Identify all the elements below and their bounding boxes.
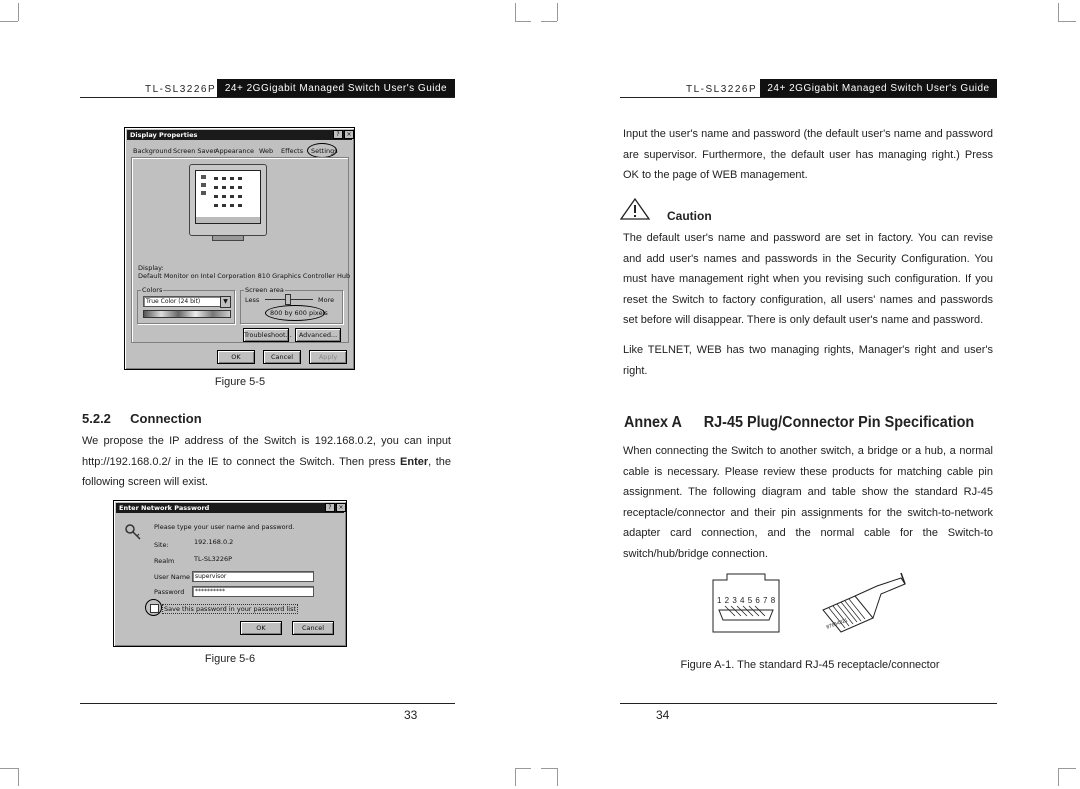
password-prompt: Please type your user name and password. <box>154 523 295 531</box>
crop-mark <box>557 768 558 786</box>
rj45-diagram <box>705 570 915 640</box>
header-model: TL-SL3226P <box>686 84 758 95</box>
more-label: More <box>318 296 335 304</box>
help-button[interactable]: ? <box>333 130 343 139</box>
connection-text-start: We propose the IP address of the Switch is 192.168.0.2, you can input http://192.168.0.2/ in the IE to connect the Switch. Then press <box>82 435 451 468</box>
realm-value: TL-SL3226P <box>194 555 233 563</box>
telnet-paragraph: Like TELNET, WEB has two managing rights, Manager's right and user's right. <box>623 344 993 377</box>
cancel-button[interactable]: Cancel <box>263 350 301 364</box>
monitor-screen <box>195 170 261 224</box>
login-instructions: Input the user's name and password (the default user's name and password are supervisor. Furthermore, the default user has managing right.) Press OK to the page of WEB management. <box>623 128 993 181</box>
receptacle-pin-numbers: 1 2 3 4 5 6 7 8 <box>717 596 776 605</box>
crop-mark <box>0 768 18 769</box>
warning-icon <box>620 198 650 220</box>
display-label: Display: <box>138 264 164 272</box>
save-password-label: Save this password in your password list <box>164 605 297 613</box>
section-title: Connection <box>130 411 202 426</box>
tab-screen-saver[interactable]: Screen Saver <box>173 147 217 155</box>
annex-label: Annex A <box>624 414 682 431</box>
annex-heading <box>624 414 974 432</box>
footer-rule <box>620 703 997 704</box>
cancel-button[interactable]: Cancel <box>292 621 334 635</box>
header-rule <box>80 97 455 98</box>
colors-select-value: True Color (24 bit) <box>146 298 201 305</box>
crop-mark <box>1058 768 1076 769</box>
site-label: Site: <box>154 541 169 549</box>
plug-pin-numbers: 87654321 <box>825 617 849 631</box>
crop-mark <box>541 768 557 769</box>
settings-tab-highlight <box>307 143 337 158</box>
crop-mark <box>541 21 557 22</box>
connection-text-end: , the following screen will exist. <box>82 455 451 488</box>
close-button[interactable]: × <box>344 130 354 139</box>
annex-paragraph: When connecting the Switch to another switch, a bridge or a hub, a normal cable is necessary. Please review these products for matching cable pin assignment. The following diagram and table show the standard RJ-45 receptacle/connector and their pin assignments for the switch-to-network adapter card connection, and the normal cable for the Switch-to switch/hub/bridge connection. <box>623 445 993 560</box>
crop-mark <box>1058 21 1076 22</box>
caution-title: Caution <box>667 209 712 223</box>
figure-5-6-caption: Figure 5-6 <box>204 653 256 665</box>
crop-mark <box>515 3 516 21</box>
close-button[interactable]: × <box>336 503 346 512</box>
tab-appearance[interactable]: Appearance <box>215 147 255 155</box>
page-number: 33 <box>404 708 418 722</box>
tab-web[interactable]: Web <box>259 147 274 155</box>
figure-a-1-caption: Figure A-1. The standard RJ-45 receptacle/connector <box>680 659 940 671</box>
enter-key-text: Enter <box>400 455 429 468</box>
resolution-highlight <box>265 305 325 321</box>
crop-mark <box>515 768 516 786</box>
resolution-slider-thumb[interactable] <box>285 294 291 305</box>
page-number: 34 <box>656 708 670 722</box>
header-guide-title: 24+ 2GGigabit Managed Switch User's Guide <box>217 79 455 97</box>
crop-mark <box>515 768 531 769</box>
section-number: 5.2.2 <box>82 411 111 426</box>
desktop-preview-icons <box>196 171 260 223</box>
key-icon <box>124 523 142 541</box>
header-model: TL-SL3226P <box>145 84 217 95</box>
network-password-dialog <box>113 500 347 647</box>
monitor-stand <box>212 235 244 241</box>
screen-area-label: Screen area <box>245 286 284 294</box>
monitor-icon <box>189 164 267 236</box>
crop-mark <box>18 3 19 21</box>
checkbox-highlight <box>145 599 162 616</box>
connection-paragraph <box>82 431 451 493</box>
crop-mark <box>18 768 19 786</box>
annex-title: RJ-45 Plug/Connector Pin Specification <box>703 414 975 431</box>
site-value: 192.168.0.2 <box>194 538 234 546</box>
dialog-title: Display Properties <box>127 130 352 140</box>
crop-mark <box>0 21 18 22</box>
apply-button[interactable]: Apply <box>309 350 347 364</box>
password-label: Password <box>154 588 185 596</box>
header-rule <box>620 97 997 98</box>
ok-button[interactable]: OK <box>240 621 282 635</box>
realm-label: Realm <box>154 557 175 565</box>
crop-mark <box>515 21 531 22</box>
colors-label: Colors <box>142 286 163 294</box>
caution-text: The default user's name and password are set in factory. You can revise and add user's names and passwords in the Security Configuration. You must have management right when you revising such configuration. If you reset the Switch to factory configuration, all users' names and passwords set before will disappear. There is only default user's name and password. <box>623 232 993 326</box>
crop-mark <box>1058 3 1059 21</box>
color-gradient-bar <box>143 310 231 318</box>
display-value: Default Monitor on Intel Corporation 810 Graphics Controller Hub <box>138 272 351 280</box>
tab-effects[interactable]: Effects <box>281 147 304 155</box>
header-guide-title: 24+ 2GGigabit Managed Switch User's Guide <box>760 79 997 97</box>
colors-select[interactable] <box>143 296 221 307</box>
resolution-value: 800 by 600 pixels <box>270 309 328 317</box>
crop-mark <box>557 3 558 21</box>
footer-rule <box>80 703 455 704</box>
dialog-title: Enter Network Password <box>116 503 344 513</box>
tab-background[interactable]: Background <box>133 147 172 155</box>
crop-mark <box>1058 768 1059 786</box>
user-name-label: User Name <box>154 573 191 581</box>
less-label: Less <box>245 296 260 304</box>
ok-button[interactable]: OK <box>217 350 255 364</box>
section-heading <box>82 411 202 426</box>
password-input[interactable]: ********** <box>192 586 314 597</box>
chevron-down-icon[interactable]: ▼ <box>220 296 231 308</box>
display-properties-dialog <box>124 127 355 370</box>
user-name-input[interactable]: supervisor <box>192 571 314 582</box>
figure-5-5-caption: Figure 5-5 <box>214 376 266 388</box>
tab-settings[interactable]: Settings <box>311 147 338 155</box>
advanced-button[interactable]: Advanced... <box>295 328 341 342</box>
help-button[interactable]: ? <box>325 503 335 512</box>
troubleshoot-button[interactable]: Troubleshoot... <box>243 328 289 342</box>
